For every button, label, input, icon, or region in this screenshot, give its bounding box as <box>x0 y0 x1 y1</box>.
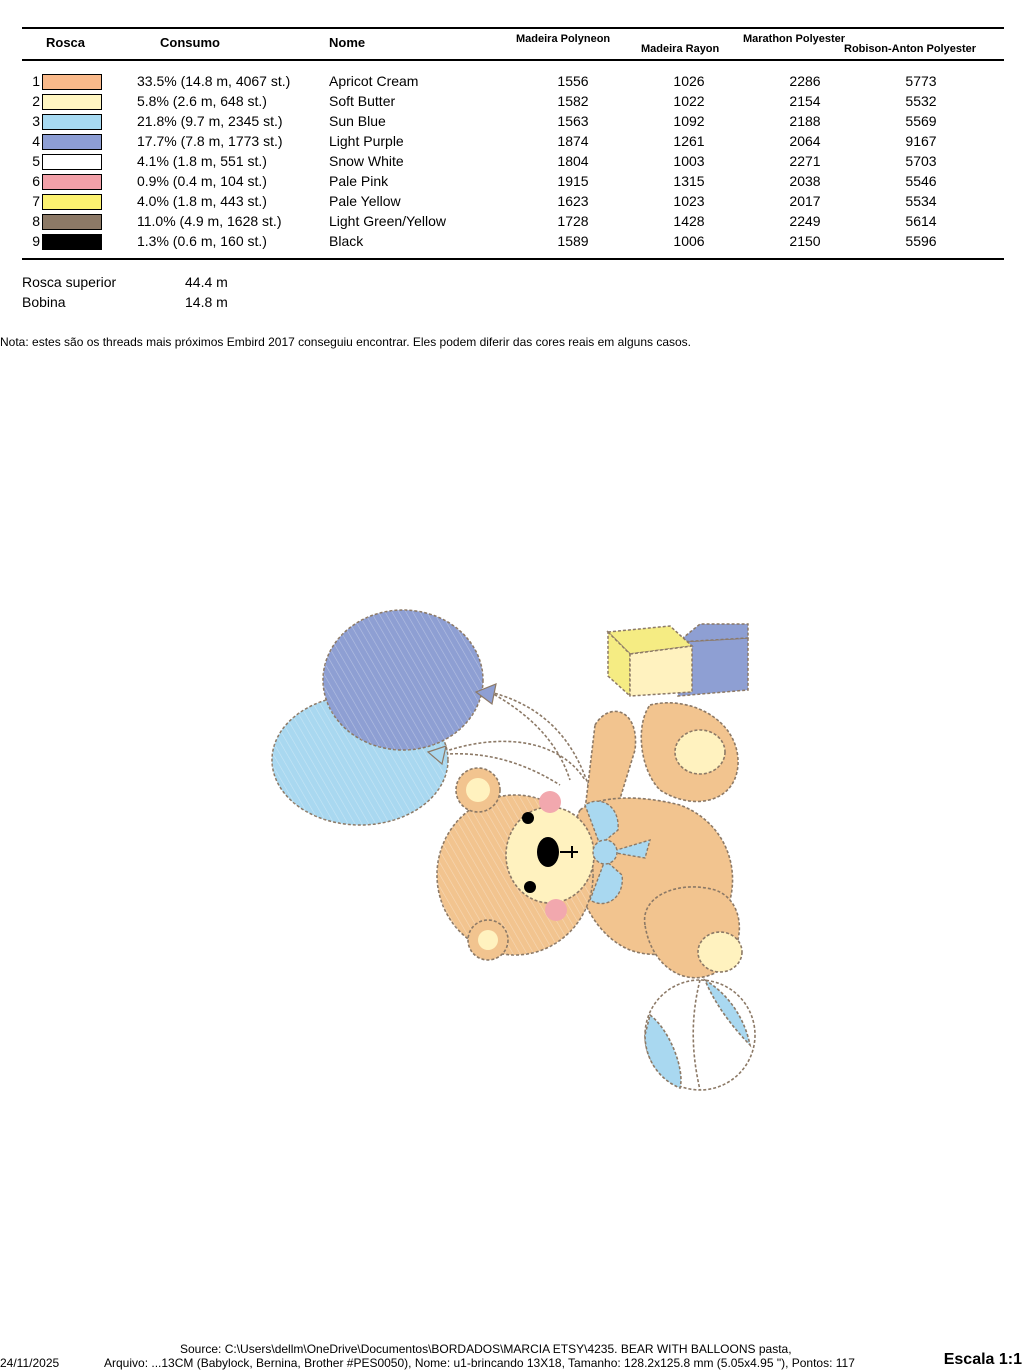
teddy-bear <box>437 703 742 978</box>
row-consumo: 33.5% (14.8 m, 4067 st.) <box>137 73 291 89</box>
bobina-value: 14.8 m <box>185 294 228 310</box>
embroidery-design-preview <box>260 600 760 1100</box>
row-madeira-polyneon: 1582 <box>557 93 589 109</box>
row-nome: Black <box>329 233 364 249</box>
row-madeira-polyneon: 1589 <box>557 233 589 249</box>
table-row <box>0 72 1024 92</box>
row-madeira-polyneon: 1804 <box>557 153 589 169</box>
table-row <box>0 232 1024 252</box>
row-madeira-polyneon: 1556 <box>557 73 589 89</box>
header-marathon-polyester: Marathon Polyester <box>743 33 846 45</box>
header-madeira-polyneon: Madeira Polyneon <box>516 33 611 45</box>
row-madeira-polyneon: 1563 <box>557 113 589 129</box>
table-header-rule <box>22 59 1004 61</box>
row-number: 5 <box>32 153 40 169</box>
row-consumo: 1.3% (0.6 m, 160 st.) <box>137 233 267 249</box>
table-row <box>0 172 1024 192</box>
color-swatch <box>42 214 102 230</box>
row-number: 2 <box>32 93 40 109</box>
header-robison-anton-polyester: Robison-Anton Polyester <box>844 43 977 55</box>
row-robison: 5546 <box>905 173 937 189</box>
rosca-superior-label: Rosca superior <box>22 274 117 290</box>
header-nome: Nome <box>329 35 366 50</box>
row-number: 8 <box>32 213 40 229</box>
table-row <box>0 152 1024 172</box>
row-marathon: 2064 <box>789 133 821 149</box>
row-marathon: 2188 <box>789 113 821 129</box>
row-madeira-polyneon: 1915 <box>557 173 589 189</box>
row-number: 9 <box>32 233 40 249</box>
row-madeira-polyneon: 1623 <box>557 193 589 209</box>
color-swatch <box>42 154 102 170</box>
row-madeira-rayon: 1026 <box>673 73 705 89</box>
footer-date: 24/11/2025 <box>0 1356 60 1370</box>
row-robison: 5773 <box>905 73 937 89</box>
row-consumo: 11.0% (4.9 m, 1628 st.) <box>137 213 282 229</box>
row-number: 1 <box>32 73 40 89</box>
row-marathon: 2286 <box>789 73 821 89</box>
row-marathon: 2150 <box>789 233 821 249</box>
row-robison: 9167 <box>905 133 937 149</box>
row-number: 3 <box>32 113 40 129</box>
row-madeira-polyneon: 1874 <box>557 133 589 149</box>
row-madeira-rayon: 1261 <box>673 133 705 149</box>
row-robison: 5534 <box>905 193 937 209</box>
row-nome: Pale Yellow <box>329 193 401 209</box>
row-madeira-rayon: 1092 <box>673 113 705 129</box>
row-marathon: 2249 <box>789 213 821 229</box>
table-top-rule <box>22 27 1004 29</box>
row-nome: Light Green/Yellow <box>329 213 447 229</box>
row-robison: 5532 <box>905 93 937 109</box>
row-robison: 5614 <box>905 213 937 229</box>
row-nome: Snow White <box>329 153 404 169</box>
row-robison: 5703 <box>905 153 937 169</box>
row-madeira-rayon: 1022 <box>673 93 705 109</box>
table-row <box>0 132 1024 152</box>
header-madeira-rayon: Madeira Rayon <box>641 43 720 55</box>
header-consumo: Consumo <box>160 35 220 50</box>
row-madeira-rayon: 1023 <box>673 193 705 209</box>
color-swatch <box>42 74 102 90</box>
row-madeira-polyneon: 1728 <box>557 213 589 229</box>
beach-ball <box>645 980 755 1090</box>
row-nome: Soft Butter <box>329 93 396 109</box>
row-marathon: 2154 <box>789 93 821 109</box>
row-number: 7 <box>32 193 40 209</box>
footer-arquivo: Arquivo: ...13CM (Babylock, Bernina, Brother #PES0050), Nome: u1-brincando 13X18, Tamanho: 128.2x125.8 mm (5.05x4.95 "), Pontos: 117 <box>104 1356 855 1370</box>
footer-source: Source: C:\Users\dellm\OneDrive\Documentos\BORDADOS\MARCIA ETSY\4235. BEAR WITH BALLOONS pasta, <box>180 1342 792 1356</box>
thread-note: Nota: estes são os threads mais próximos Embird 2017 conseguiu encontrar. Eles podem diferir das cores reais em alguns casos. <box>0 335 692 349</box>
row-nome: Pale Pink <box>329 173 389 189</box>
footer-escala: Escala 1:1 <box>943 1351 1022 1368</box>
row-nome: Sun Blue <box>329 113 386 129</box>
color-swatch <box>42 174 102 190</box>
row-consumo: 4.1% (1.8 m, 551 st.) <box>137 153 267 169</box>
table-row <box>0 192 1024 212</box>
row-consumo: 5.8% (2.6 m, 648 st.) <box>137 93 267 109</box>
header-rosca: Rosca <box>46 35 86 50</box>
row-consumo: 21.8% (9.7 m, 2345 st.) <box>137 113 283 129</box>
row-number: 6 <box>32 173 40 189</box>
toy-blocks <box>608 624 748 696</box>
color-swatch <box>42 194 102 210</box>
row-robison: 5596 <box>905 233 937 249</box>
color-swatch <box>42 94 102 110</box>
row-number: 4 <box>32 133 40 149</box>
table-row <box>0 92 1024 112</box>
color-swatch <box>42 114 102 130</box>
row-robison: 5569 <box>905 113 937 129</box>
table-row <box>0 212 1024 232</box>
row-nome: Apricot Cream <box>329 73 419 89</box>
row-madeira-rayon: 1006 <box>673 233 705 249</box>
row-marathon: 2038 <box>789 173 821 189</box>
table-row <box>0 112 1024 132</box>
bobina-label: Bobina <box>22 294 66 310</box>
row-marathon: 2271 <box>789 153 821 169</box>
row-madeira-rayon: 1315 <box>673 173 705 189</box>
purple-balloon <box>323 610 496 750</box>
color-swatch <box>42 234 102 250</box>
row-madeira-rayon: 1003 <box>673 153 705 169</box>
color-swatch <box>42 134 102 150</box>
row-nome: Light Purple <box>329 133 404 149</box>
row-consumo: 17.7% (7.8 m, 1773 st.) <box>137 133 283 149</box>
row-marathon: 2017 <box>789 193 821 209</box>
row-consumo: 0.9% (0.4 m, 104 st.) <box>137 173 267 189</box>
table-bottom-rule <box>22 258 1004 260</box>
row-consumo: 4.0% (1.8 m, 443 st.) <box>137 193 267 209</box>
row-madeira-rayon: 1428 <box>673 213 705 229</box>
rosca-superior-value: 44.4 m <box>185 274 228 290</box>
